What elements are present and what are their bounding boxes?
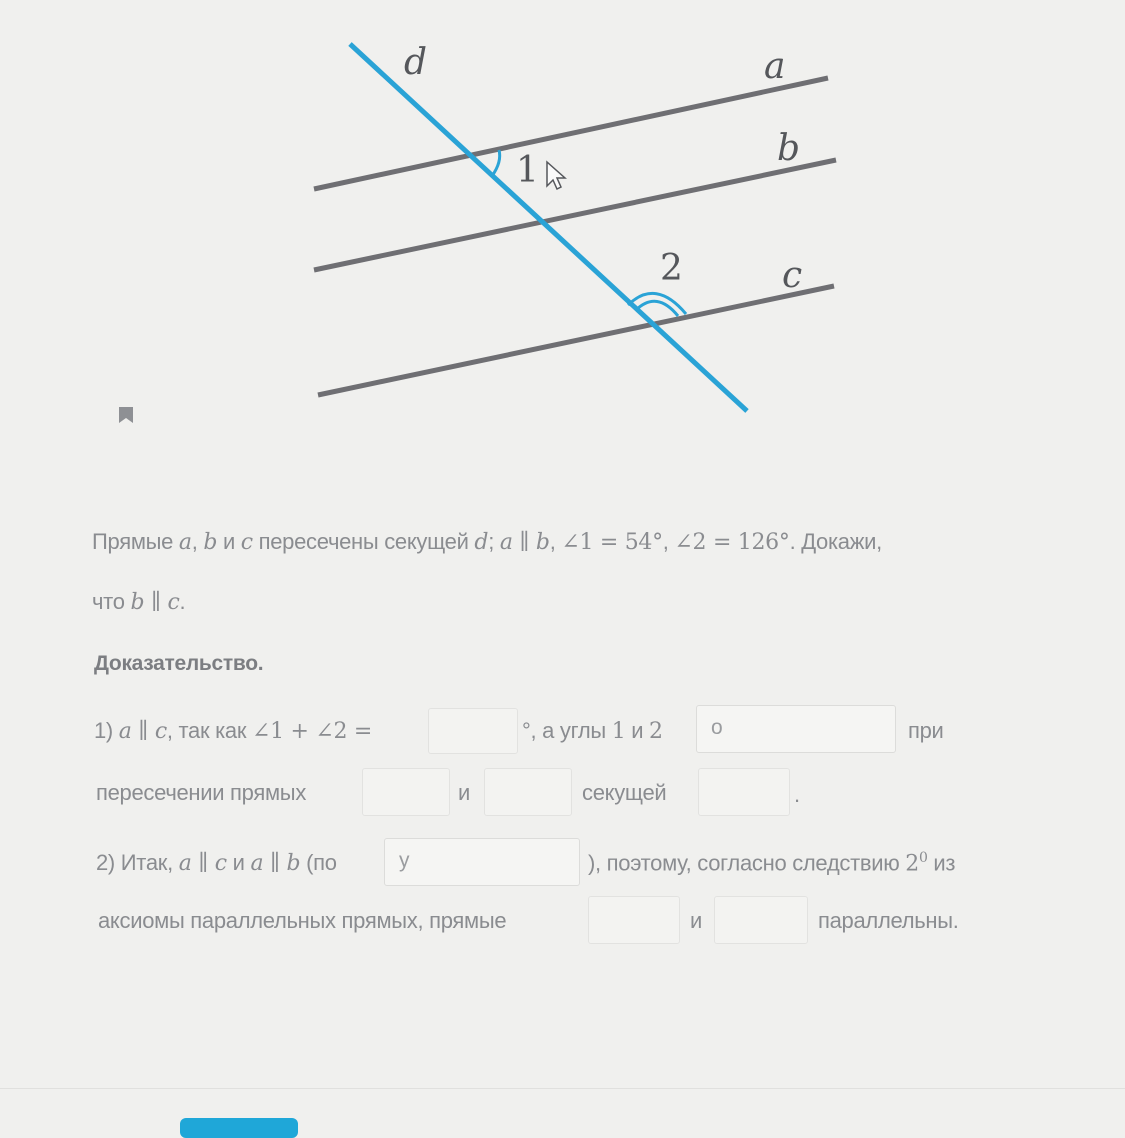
angle-1-value: ∠1 = 54° xyxy=(561,530,663,555)
step-text: (по xyxy=(300,850,337,875)
proof-step-2-line-1 xyxy=(96,850,337,876)
corollary-number: 2 xyxy=(905,851,919,877)
angle-1-arc xyxy=(492,150,500,176)
line-a xyxy=(314,78,828,189)
conjunction: и xyxy=(458,780,470,805)
var-b: b xyxy=(535,530,550,555)
var-a: a xyxy=(178,851,192,876)
degree-sign: ° xyxy=(522,718,531,743)
comma: , xyxy=(662,529,675,554)
var-a: a xyxy=(499,530,513,555)
problem-line-1 xyxy=(92,528,882,557)
conjunction: и xyxy=(690,908,702,933)
step-text: параллельны. xyxy=(818,908,959,933)
submit-button[interactable] xyxy=(180,1118,298,1138)
semicolon: ; xyxy=(488,529,500,554)
problem-text: пересечены секущей xyxy=(252,529,475,554)
var-c: c xyxy=(240,530,253,555)
var-a: a xyxy=(178,530,192,555)
mouse-cursor-icon xyxy=(547,162,565,189)
proof-step-2-line-1-cont xyxy=(588,850,955,876)
proof-step-1-line-1 xyxy=(94,718,372,744)
geometry-figure xyxy=(0,0,1125,480)
step-text: , а углы xyxy=(530,718,612,743)
var-a: a xyxy=(250,851,264,876)
bottom-divider xyxy=(0,1088,1125,1089)
parallel-symbol: ∥ xyxy=(144,590,168,615)
step-text: ), поэтому, согласно следствию xyxy=(588,850,906,876)
parallel-symbol: ∥ xyxy=(512,530,536,555)
line-1-input[interactable] xyxy=(362,768,450,816)
line-c xyxy=(318,286,834,395)
step-text: при xyxy=(908,718,944,743)
step-text: 2) Итак, xyxy=(96,850,179,875)
comma: , xyxy=(191,529,204,554)
label-b: b xyxy=(777,128,801,169)
angle-number: 1 xyxy=(611,719,626,744)
label-angle-1: 1 xyxy=(516,150,539,191)
angle-sum-expression: ∠1 + ∠2 = xyxy=(252,719,373,744)
problem-text: что xyxy=(92,589,131,614)
var-c: c xyxy=(154,719,167,744)
conjunction: и xyxy=(217,529,241,554)
problem-line-2 xyxy=(92,588,185,617)
problem-text: Прямые xyxy=(92,529,179,554)
label-angle-2: 2 xyxy=(660,248,683,289)
conjunction: и xyxy=(226,850,251,875)
var-b: b xyxy=(203,530,218,555)
var-c: c xyxy=(214,851,227,876)
var-c: c xyxy=(167,590,180,615)
angle-2-value: ∠2 = 126° xyxy=(674,530,790,555)
line-2-input[interactable] xyxy=(484,768,572,816)
step-text: , так как xyxy=(166,718,252,743)
label-a: a xyxy=(764,46,786,87)
step-text: пересечении прямых xyxy=(96,780,307,805)
comma: , xyxy=(549,529,562,554)
label-d: d xyxy=(404,42,428,83)
proof-title: Доказательство. xyxy=(94,652,264,675)
step-text: аксиомы параллельных прямых, прямые xyxy=(98,908,507,933)
angle-sum-input[interactable] xyxy=(428,708,518,754)
period: . xyxy=(794,782,800,807)
parallel-line-2-input[interactable] xyxy=(714,896,808,944)
line-d-secant xyxy=(350,44,747,411)
angle-number: 2 xyxy=(649,719,663,744)
period: . xyxy=(179,589,186,614)
proof-step-1-line-1-cont xyxy=(522,718,663,744)
step-number: 1) xyxy=(94,718,119,743)
secant-input[interactable] xyxy=(698,768,790,816)
var-a: a xyxy=(118,719,132,744)
var-b: b xyxy=(130,590,145,615)
parallel-symbol: ∥ xyxy=(131,719,155,744)
parallel-symbol: ∥ xyxy=(263,851,287,876)
reason-select[interactable]: у xyxy=(384,838,580,886)
step-text: из xyxy=(927,850,956,876)
parallel-line-1-input[interactable] xyxy=(588,896,680,944)
bookmark-icon[interactable] xyxy=(118,406,134,424)
angle-type-select[interactable]: о xyxy=(696,705,896,753)
var-b: b xyxy=(286,851,301,876)
var-d: d xyxy=(474,530,489,555)
parallel-symbol: ∥ xyxy=(191,851,215,876)
conjunction: и xyxy=(625,718,650,743)
label-c: c xyxy=(782,255,803,296)
corollary-superscript: 0 xyxy=(919,850,928,866)
problem-text: . Докажи, xyxy=(789,529,882,554)
step-text: секущей xyxy=(582,780,667,805)
